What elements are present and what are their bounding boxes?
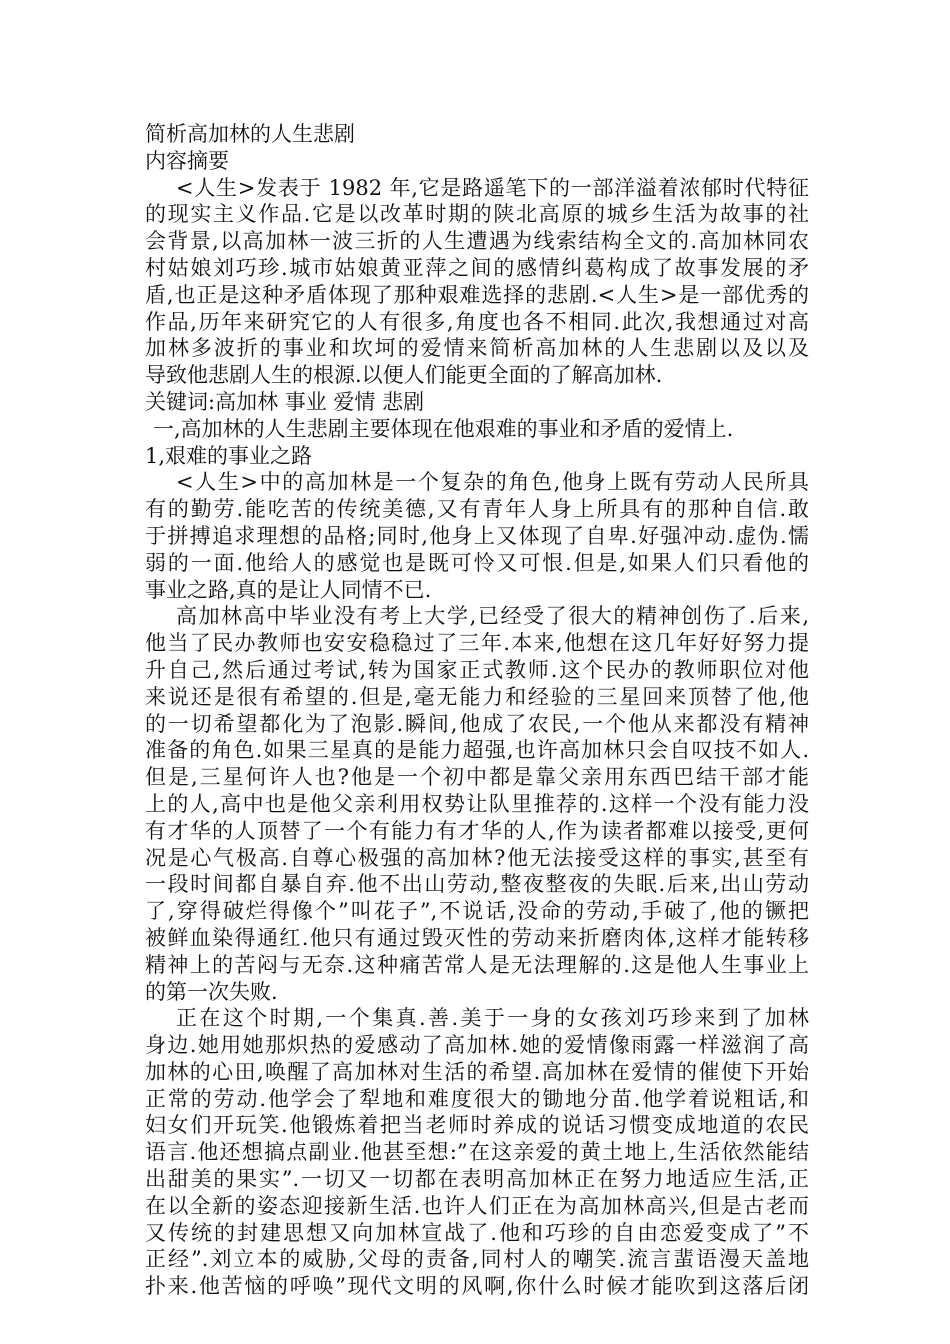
- text-line: 精神上的苦闷与无奈.这种痛苦常人是无法理解的.这是他人生事业上: [145, 952, 809, 977]
- document-title: 简析高加林的人生悲剧: [145, 122, 355, 146]
- text-line: 正常的劳动.他学会了犁地和难度很大的锄地分苗.他学着说粗话,和: [145, 1086, 809, 1111]
- text-line: 有的勤劳.能吃苦的传统美德,又有青年人身上所具有的那种自信.敢: [145, 497, 809, 522]
- text-line: 加林的心田,唤醒了高加林对生活的希望.高加林在爱情的催使下开始: [145, 1059, 809, 1084]
- text-line: <人生>中的高加林是一个复杂的角色,他身上既有劳动人民所具: [176, 470, 809, 495]
- text-line: 正在这个时期,一个集真.善.美于一身的女孩刘巧珍来到了加林: [176, 1006, 809, 1031]
- text-line: 来说还是很有希望的.但是,毫无能力和经验的三星回来顶替了他,他: [145, 684, 809, 709]
- abstract-heading: 内容摘要: [145, 148, 229, 173]
- text-line: 升自己,然后通过考试,转为国家正式教师.这个民办的教师职位对他: [145, 657, 809, 682]
- text-line: 会背景,以高加林一波三折的人生遭遇为线索结构全文的.高加林同农: [145, 229, 809, 254]
- document-page: [145, 121, 809, 1300]
- text-line: 况是心气极高.自尊心极强的高加林?他无法接受这样的事实,甚至有: [145, 845, 809, 870]
- paragraph-3: [145, 1005, 809, 1300]
- text-line: 于拼搏追求理想的品格;同时,他身上又体现了自卑.好强冲动.虚伪.懦: [145, 523, 809, 548]
- section-heading: 一,高加林的人生悲剧主要体现在他艰难的事业和矛盾的爱情上.: [153, 416, 734, 441]
- paragraph-2: [145, 603, 809, 1005]
- subsection-heading: 1,艰难的事业之路: [145, 443, 313, 468]
- text-line: 又传统的封建思想又向加林宣战了.他和巧珍的自由恋爱变成了”不: [145, 1220, 809, 1245]
- text-line: 弱的一面.他给人的感觉也是既可怜又可恨.但是,如果人们只看他的: [145, 550, 809, 575]
- text-line: 正经”.刘立本的威胁,父母的责备,同村人的嘲笑.流言蜚语漫天盖地: [145, 1247, 809, 1272]
- text-line: 扑来.他苦恼的呼唤”现代文明的风啊,你什么时候才能吹到这落后闭: [145, 1274, 809, 1299]
- text-line: 事业之路,真的是让人同情不已.: [145, 577, 432, 602]
- text-line: 有才华的人顶替了一个有能力有才华的人,作为读者都难以接受,更何: [145, 818, 809, 843]
- text-line: 的一切希望都化为了泡影.瞬间,他成了农民,一个他从来都没有精神: [145, 711, 809, 736]
- text-line: 被鲜血染得通红.他只有通过毁灭性的劳动来折磨肉体,这样才能转移: [145, 925, 809, 950]
- text-line: <人生>发表于 1982 年,它是路遥笔下的一部洋溢着浓郁时代特征: [176, 175, 809, 200]
- text-line: 他当了民办教师也安安稳稳过了三年.本来,他想在这几年好好努力提: [145, 631, 809, 656]
- text-line: 加林多波折的事业和坎坷的爱情来简析高加林的人生悲剧以及以及: [145, 336, 809, 361]
- text-line: 盾,也正是这种矛盾体现了那种艰难选择的悲剧.<人生>是一部优秀的: [145, 282, 809, 307]
- text-line: 妇女们开玩笑.他锻炼着把当老师时养成的说话习惯变成地道的农民: [145, 1113, 809, 1138]
- text-line: 身边.她用她那炽热的爱感动了高加林.她的爱情像雨露一样滋润了高: [145, 1033, 809, 1058]
- text-line: 但是,三星何许人也?他是一个初中都是靠父亲用东西巴结干部才能: [145, 765, 809, 790]
- text-line: 语言.他还想搞点副业.他甚至想:”在这亲爱的黄土地上,生活依然能结: [145, 1140, 809, 1165]
- text-line: 作品,历年来研究它的人有很多,角度也各不相同.此次,我想通过对高: [145, 309, 809, 334]
- text-line: 一段时间都自暴自弃.他不出山劳动,整夜整夜的失眠.后来,出山劳动: [145, 872, 809, 897]
- abstract-paragraph: [145, 175, 809, 389]
- text-line: 高加林高中毕业没有考上大学,已经受了很大的精神创伤了.后来,: [176, 604, 809, 629]
- paragraph-1: [145, 469, 809, 603]
- text-line: 准备的角色.如果三星真的是能力超强,也许高加林只会自叹技不如人.: [145, 738, 809, 763]
- text-line: 导致他悲剧人生的根源.以便人们能更全面的了解高加林.: [145, 363, 663, 388]
- text-line: 的现实主义作品.它是以改革时期的陕北高原的城乡生活为故事的社: [145, 202, 809, 227]
- keywords-line: 关键词:高加林 事业 爱情 悲剧: [145, 389, 425, 414]
- text-line: 出甜美的果实”.一切又一切都在表明高加林正在努力地适应生活,正: [145, 1167, 809, 1192]
- text-line: 村姑娘刘巧珍.城市姑娘黄亚萍之间的感情纠葛构成了故事发展的矛: [145, 255, 809, 280]
- text-line: 上的人,高中也是他父亲利用权势让队里推荐的.这样一个没有能力没: [145, 791, 809, 816]
- text-line: 的第一次失败.: [145, 979, 278, 1004]
- text-line: 了,穿得破烂得像个”叫花子”,不说话,没命的劳动,手破了,他的镢把: [145, 899, 809, 924]
- text-line: 在以全新的姿态迎接新生活.也许人们正在为高加林高兴,但是古老而: [145, 1193, 809, 1218]
